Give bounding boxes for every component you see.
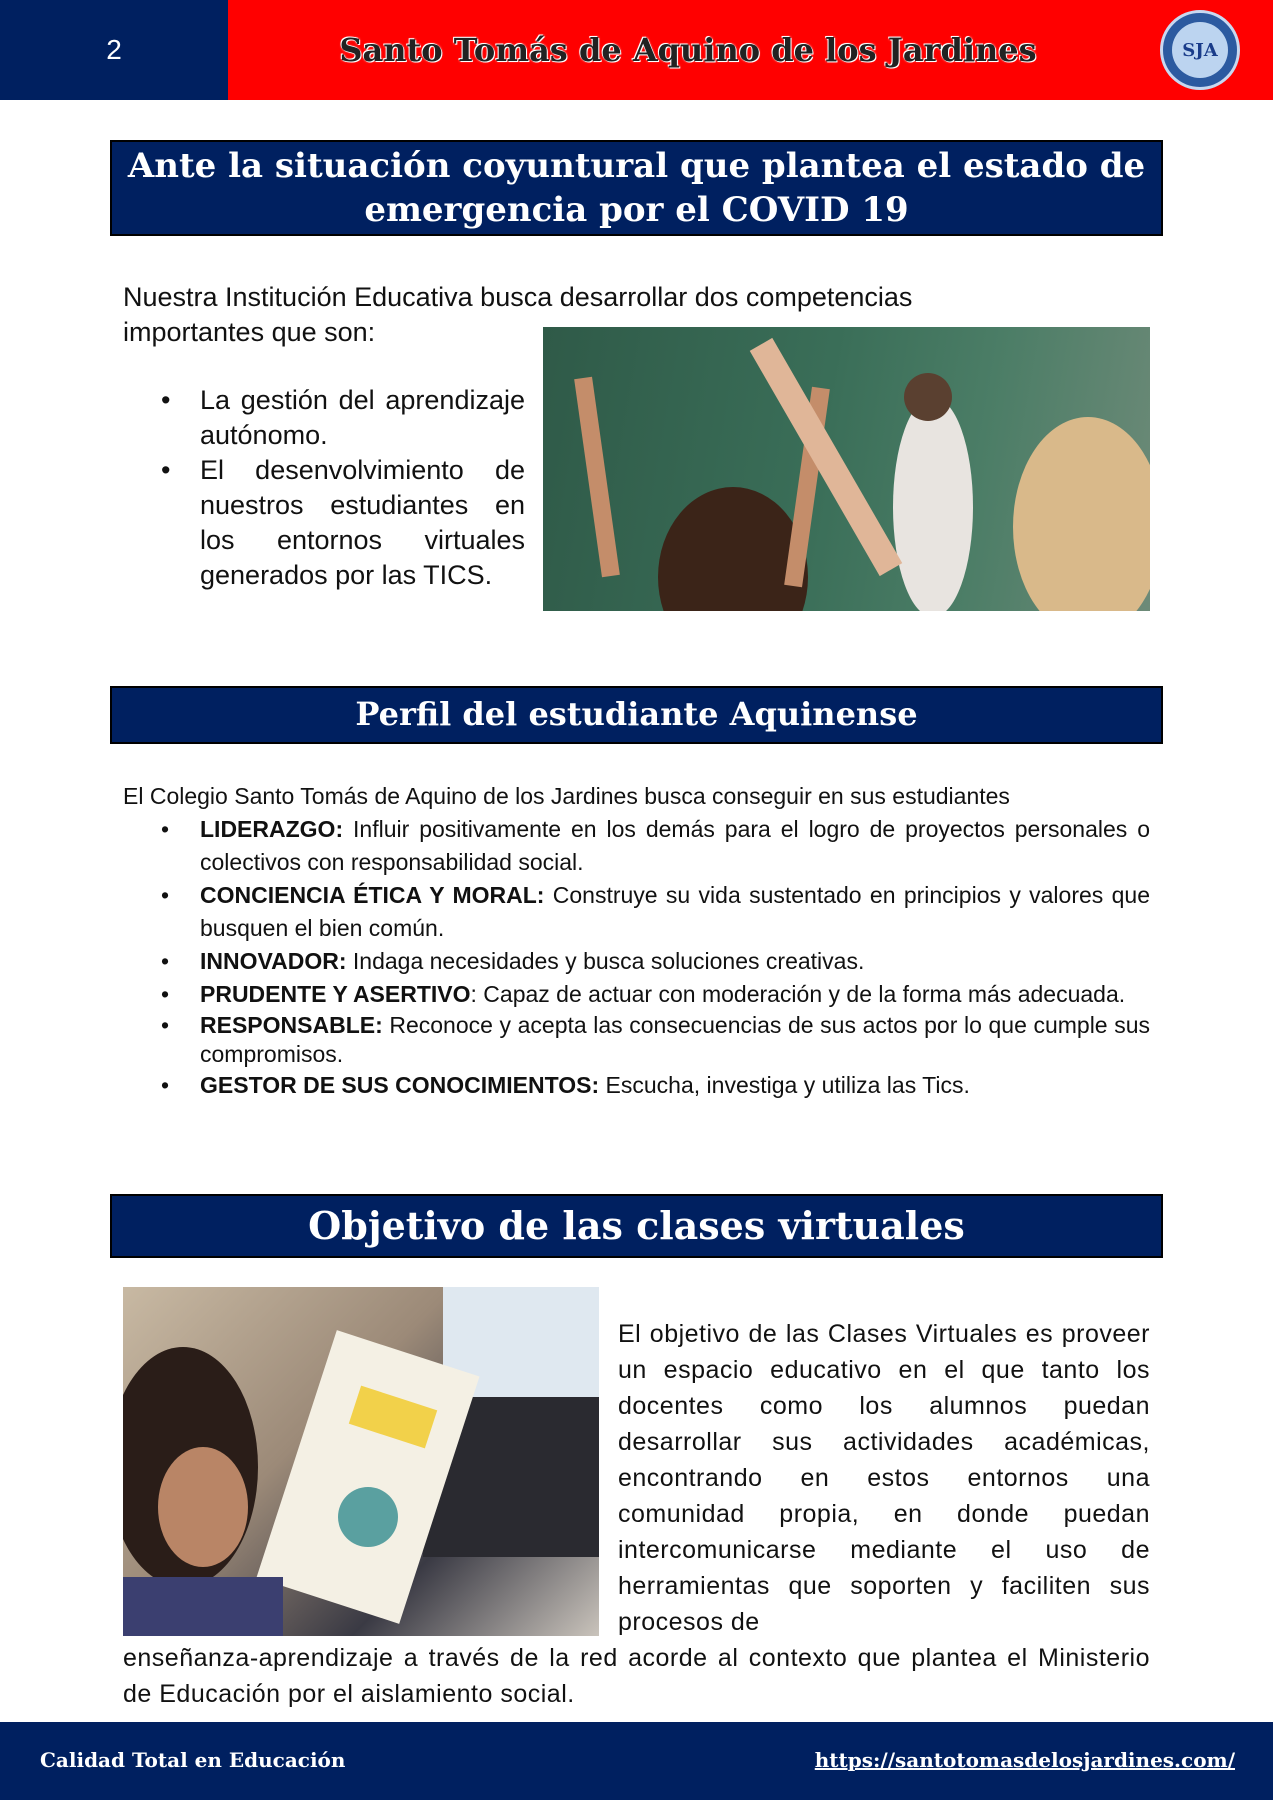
item-text: Construye su vida sustentado en principios y valores que busquen el bien común.	[200, 882, 1150, 941]
section-title-objective: Objetivo de las clases virtuales	[110, 1194, 1163, 1258]
list-item	[123, 945, 1150, 978]
item-term: RESPONSABLE:	[200, 1012, 383, 1038]
item-term: INNOVADOR:	[200, 948, 347, 974]
classroom-illustration	[543, 327, 1150, 611]
item-term: GESTOR DE SUS CONOCIMIENTOS:	[200, 1072, 600, 1098]
logo-text: SJA	[1172, 22, 1228, 78]
item-text: Reconoce y acepta las consecuencias de sus actos por lo que cumple sus compromisos.	[200, 1012, 1150, 1067]
competencies-list	[123, 383, 525, 593]
item-text: Influir positivamente en los demás para el logro de proyectos personales o colectivos con responsabilidad social.	[200, 816, 1150, 875]
item-term: PRUDENTE Y ASERTIVO	[200, 981, 471, 1007]
footer-slogan: Calidad Total en Educación	[40, 1748, 346, 1772]
classroom-photo	[543, 327, 1150, 611]
objective-paragraph-continued: enseñanza-aprendizaje a través de la red acorde al contexto que plantea el Ministerio de Educación por el aislamiento social.	[123, 1644, 1150, 1708]
student-illustration	[123, 1287, 599, 1636]
objective-paragraph: El objetivo de las Clases Virtuales es proveer un espacio educativo en el que tanto los docentes como los alumnos puedan desarrollar sus actividades académicas, encontrando en estos entornos una comunidad propia, en donde puedan intercomunicarse mediante el uso de herramientas que soporten y faciliten sus procesos de	[618, 1320, 1150, 1636]
item-term: CONCIENCIA ÉTICA Y MORAL:	[200, 882, 545, 908]
item-text: Indaga necesidades y busca soluciones creativas.	[346, 948, 865, 974]
page-number: 2	[0, 0, 228, 100]
item-term: LIDERAZGO:	[200, 816, 344, 842]
list-item	[123, 813, 1150, 879]
list-item	[123, 978, 1150, 1011]
list-item	[123, 1011, 1150, 1069]
list-item	[123, 879, 1150, 945]
intro-text: Nuestra Institución Educativa busca desarrollar dos competencias importantes que son:	[123, 282, 913, 347]
section-title-profile: Perfil del estudiante Aquinense	[110, 686, 1163, 744]
item-text: : Capaz de actuar con moderación y de la forma más adecuada.	[470, 981, 1126, 1007]
student-laptop-photo	[123, 1287, 599, 1636]
item-text: Escucha, investiga y utiliza las Tics.	[599, 1072, 970, 1098]
header-title: Santo Tomás de Aquino de los Jardines	[339, 31, 1037, 69]
profile-intro: El Colegio Santo Tomás de Aquino de los Jardines busca conseguir en sus estudiantes	[123, 783, 1010, 809]
profile-list	[123, 813, 1150, 1102]
website-link[interactable]: https://santotomasdelosjardines.com/	[814, 1748, 1235, 1772]
list-item: • El desenvolvimiento de nuestros estudiantes en los entornos virtuales generados por las TICS.	[123, 453, 525, 593]
list-item: • La gestión del aprendizaje autónomo.	[123, 383, 525, 453]
list-item	[123, 1069, 1150, 1102]
section-title-covid: Ante la situación coyuntural que plantea el estado de emergencia por el COVID 19	[110, 140, 1163, 236]
school-logo	[1160, 10, 1240, 90]
